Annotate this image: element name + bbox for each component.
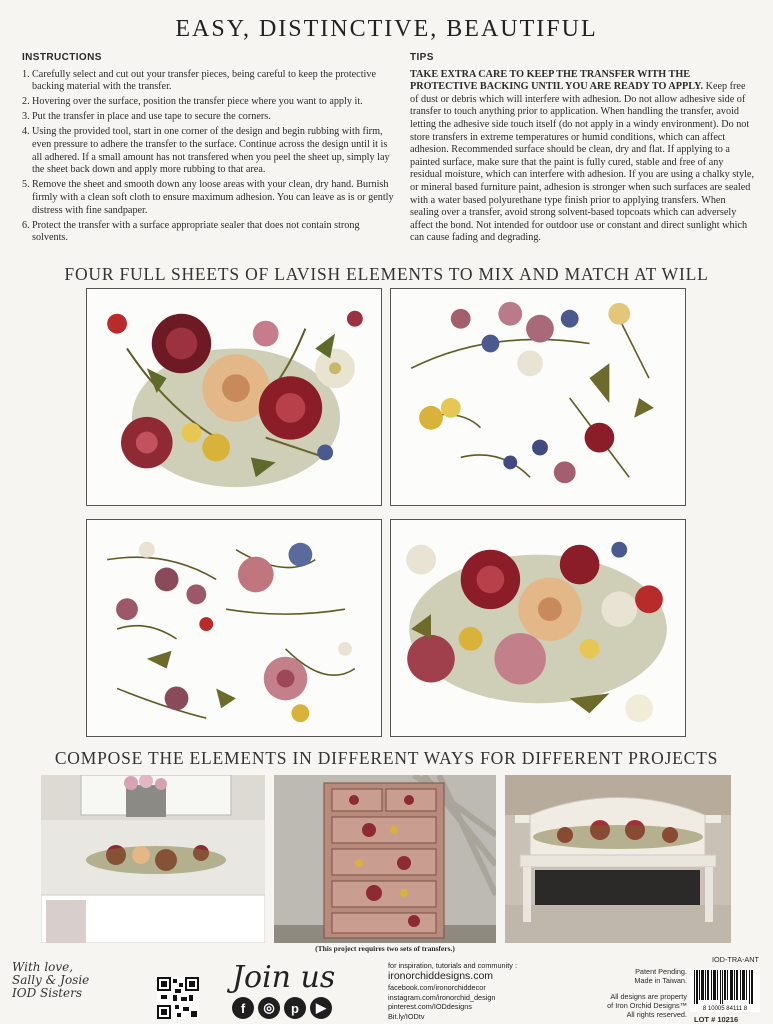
lot-number: LOT # 10216	[694, 1015, 739, 1024]
instruction-item	[22, 126, 398, 176]
community-links	[388, 961, 568, 1021]
instruction-text: Put the transfer in place and use tape to secure the corners.	[32, 111, 271, 123]
signature-line: With love,	[12, 960, 74, 974]
tips-paragraph	[410, 69, 755, 245]
community-intro: for inspiration, tutorials and community :	[388, 961, 517, 970]
legal-line: Patent Pending.	[635, 967, 687, 976]
instagram-icon[interactable]: ◎	[258, 997, 280, 1019]
instruction-number: 2.	[22, 96, 30, 108]
instruction-number: 5.	[22, 179, 30, 191]
floral-elements-illustration	[87, 520, 381, 736]
signature-line: IOD Sisters	[12, 986, 83, 1000]
product-code: IOD-TRA-ANT	[711, 955, 759, 964]
instruction-item	[22, 220, 398, 245]
transfer-sheet-2	[390, 288, 686, 506]
youtube-link[interactable]: Bit.ly/IODtv	[388, 1011, 425, 1021]
legal-line: All designs are property	[610, 991, 687, 1001]
instruction-item	[22, 69, 398, 94]
sheets-heading: FOUR FULL SHEETS OF LAVISH ELEMENTS TO MIX AND MATCH AT WILL	[64, 264, 709, 284]
pinterest-icon[interactable]: p	[284, 997, 306, 1019]
instruction-item	[22, 111, 398, 124]
instruction-item	[22, 179, 398, 217]
signature-line: Sally & Josie	[12, 973, 90, 987]
bathroom-project-photo	[41, 775, 265, 943]
instruction-number: 4.	[22, 126, 30, 138]
join-us-label: Join us	[232, 960, 336, 995]
tips-heading: TIPS	[410, 52, 434, 63]
instructions-section	[22, 52, 398, 247]
floral-bouquet-illustration	[87, 289, 381, 505]
legal-line: of Iron Orchid Designs™	[607, 1000, 687, 1010]
transfer-sheet-4	[390, 519, 686, 737]
tips-body: Keep free of dust or debris which will interfere with adhesion. Do not allow adhesive side of transfer to touch anything prior to application. When handling the transfer, avoid letting the adhesive side touch itself (do not apply in a windy environment). Do not store transfers in extreme temperatures or humid conditions, which can affect adhesion. Recommended surface should be clean, dry and flat. If applying to a painted surface, make sure that the paint is fully cured, stable and free of any residual moisture, which can interfere with adhesion. If you are using a chalky style, or mineral based furniture paint, adhesion is stronger when such surfaces are sealed with a water based polyurethane type finish prior to applying transfers. When sealing over a transfer, avoid strong solvent-based topcoats which can adversely affect the bond. Not intended for outdoor use or constant and direct sunlight which can cause fading and degrading.	[410, 81, 755, 244]
instruction-number: 3.	[22, 111, 30, 123]
instruction-text: Remove the sheet and smooth down any loose areas with your clean, dry hand. Burnish firmly with a clean soft cloth to ensure maximum adhesion. You can leave as is or gently distress with fine sandpaper.	[32, 179, 394, 216]
instruction-number: 1.	[22, 68, 30, 80]
bathroom-scene	[41, 775, 265, 943]
compose-heading: COMPOSE THE ELEMENTS IN DIFFERENT WAYS FOR DIFFERENT PROJECTS	[54, 748, 719, 768]
bench-project-photo	[505, 775, 731, 943]
instruction-text: Protect the transfer with a surface appropriate sealer that does not contain strong solvents.	[32, 219, 360, 244]
barcode	[690, 968, 760, 1012]
instruction-text: Using the provided tool, start in one corner of the design and begin rubbing with firm, even pressure to adhere the transfer to the surface. Continue across the design until it is all adhered. If a small amount has not transfered when you peel the sheet up, simply lay the sheet back down and apply more rubbing to that area.	[32, 126, 390, 176]
legal-line: All rights reserved.	[626, 1010, 687, 1020]
transfer-sheet-3	[86, 519, 382, 737]
instruction-text: Hovering over the surface, position the transfer piece where you want to apply it.	[32, 96, 363, 108]
instruction-text: Carefully select and cut out your transfer pieces, being careful to keep the protective backing material with the transfer.	[32, 68, 376, 93]
footer	[0, 955, 773, 1024]
barcode-number: 8 10005 84111 8	[702, 1006, 748, 1012]
transfer-sheet-1	[86, 288, 382, 506]
signature	[12, 961, 142, 1021]
facebook-icon[interactable]: f	[232, 997, 254, 1019]
bench-scene	[505, 775, 731, 943]
social-icons	[232, 997, 362, 1019]
tips-section	[410, 52, 755, 245]
page-title: EASY, DISTINCTIVE, BEAUTIFUL	[175, 16, 598, 42]
qr-code	[157, 977, 199, 1019]
website-link[interactable]: ironorchiddesigns.com	[388, 970, 494, 983]
youtube-icon[interactable]: ▶	[310, 997, 332, 1019]
tips-emphasis: TAKE EXTRA CARE TO KEEP THE TRANSFER WITH THE PROTECTIVE BACKING UNTIL YOU ARE READY TO APPLY.	[410, 68, 704, 93]
join-us	[232, 961, 362, 1021]
facebook-link[interactable]: facebook.com/ironorchiddecor	[388, 983, 486, 993]
pinterest-link[interactable]: pinterest.com/IODdesigns	[388, 1002, 472, 1012]
project-note: (This project requires two sets of transfers.)	[315, 944, 455, 953]
legal-text	[577, 967, 687, 1019]
instruction-number: 6.	[22, 219, 30, 231]
dresser-project-photo	[274, 775, 496, 943]
dresser-scene	[274, 775, 496, 943]
instructions-list	[22, 69, 398, 245]
floral-arrangement-illustration	[391, 520, 685, 736]
floral-sprigs-illustration	[391, 289, 685, 505]
instruction-item	[22, 96, 398, 109]
legal-line: Made in Taiwan.	[634, 976, 687, 986]
instagram-link[interactable]: instagram.com/ironorchid_design	[388, 992, 496, 1002]
instructions-heading: INSTRUCTIONS	[22, 52, 102, 63]
